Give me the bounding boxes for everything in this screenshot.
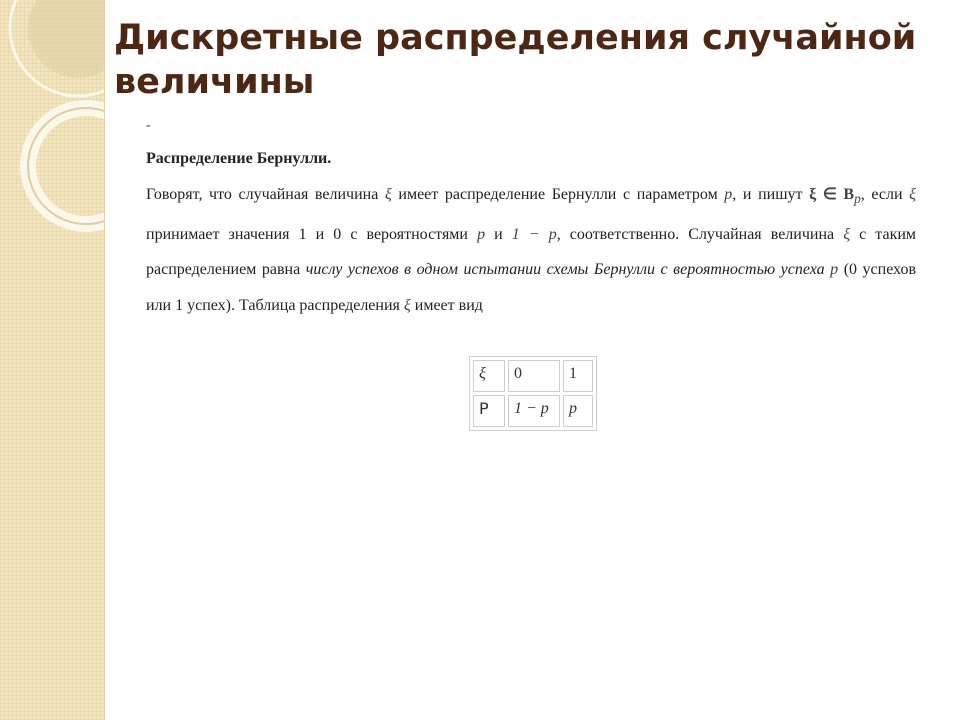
table-cell: p [563, 395, 593, 427]
italic-phrase: числу успехов в одном испытании схемы Бернулли с вероятностью успеха [305, 261, 825, 279]
decorative-circles [0, 0, 104, 260]
math-xi: ξ [909, 186, 916, 203]
slide-title: Дискретные распределения случайной величины [114, 18, 917, 102]
math-membership: ξ ∈ B [809, 186, 855, 203]
table-cell: 1 − p [508, 395, 560, 427]
text-fragment: имеет распределение Бернулли с параметром [398, 186, 718, 203]
text-fragment: , если [860, 186, 903, 203]
distribution-table [469, 356, 597, 431]
math-xi: ξ [384, 186, 392, 203]
decor-circle-fill [28, 0, 104, 78]
text-fragment: имеет вид [414, 296, 483, 314]
math-p: p [477, 225, 486, 243]
text-fragment: , и пишут [732, 186, 803, 203]
math-p: p [724, 186, 733, 203]
decorative-side-panel [0, 0, 105, 720]
bernoulli-description [146, 177, 916, 323]
text-fragment: принимает значения 1 и 0 с вероятностями [146, 225, 468, 243]
text-fragment: (0 успехов или 1 успех). Таблица распределения [146, 261, 917, 314]
slide-content [146, 147, 916, 323]
math-p: p [830, 261, 839, 279]
table-row [473, 395, 593, 427]
decor-ring [28, 108, 104, 224]
text-fragment: Говорят, что случайная величина [146, 186, 379, 203]
text-fragment: и [494, 225, 503, 243]
text-fragment: , соответственно. Случайная величина [556, 225, 835, 243]
math-subscript-p: p [854, 191, 861, 207]
text-fragment: с таким распределением равна [146, 225, 917, 279]
table-cell: 1 [563, 360, 593, 392]
table-cell: P [473, 395, 505, 427]
section-heading: Распределение Бернулли. [146, 150, 332, 167]
math-one-minus-p: 1 − p [511, 225, 557, 243]
list-dash: - [146, 118, 151, 133]
math-xi: ξ [843, 225, 851, 243]
table-row [473, 360, 593, 392]
table-cell: 0 [508, 360, 560, 392]
math-xi: ξ [403, 296, 411, 314]
table-cell: ξ [473, 360, 505, 392]
